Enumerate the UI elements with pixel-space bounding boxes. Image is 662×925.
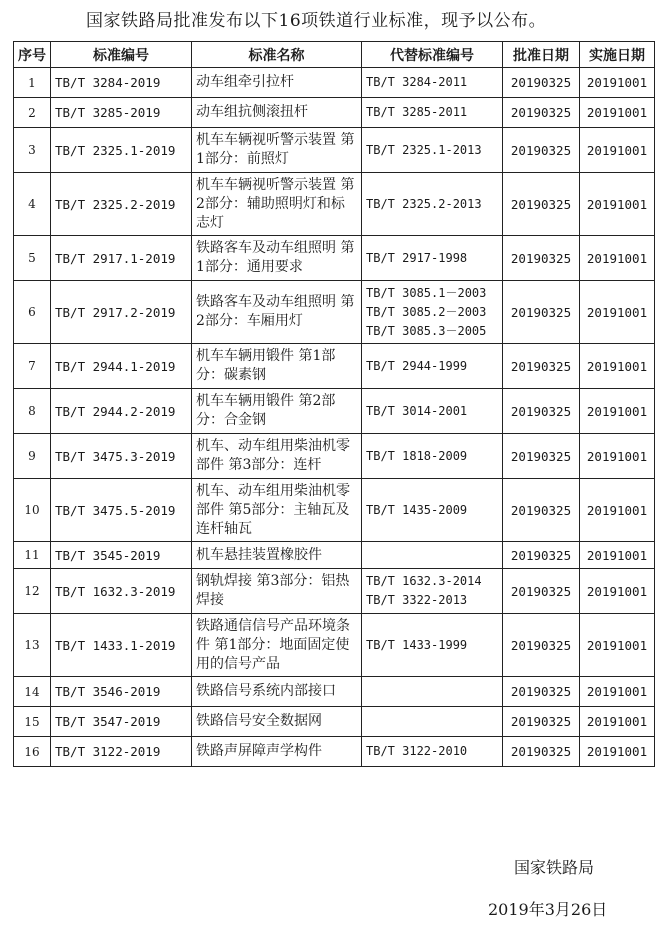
cell-approved-date: 20190325 — [503, 479, 580, 542]
cell-replaces — [362, 173, 503, 236]
table-row — [14, 236, 655, 281]
cell-effective-date: 20191001 — [580, 236, 655, 281]
cell-standard-code: TB/T 3545-2019 — [51, 542, 192, 569]
cell-standard-name: 机车车辆用锻件 第2部分：合金钢 — [192, 389, 362, 434]
signature-org: 国家铁路局 — [514, 858, 595, 877]
cell-no: 4 — [14, 173, 51, 236]
table-row — [14, 434, 655, 479]
cell-replaces — [362, 389, 503, 434]
cell-standard-code: TB/T 3122-2019 — [51, 737, 192, 767]
cell-standard-code: TB/T 3547-2019 — [51, 707, 192, 737]
cell-approved-date: 20190325 — [503, 128, 580, 173]
cell-approved-date: 20190325 — [503, 707, 580, 737]
header-name: 标准名称 — [192, 42, 362, 68]
replaced-standard-code: TB/T 3014-2001 — [366, 403, 468, 418]
cell-standard-code: TB/T 3546-2019 — [51, 677, 192, 707]
cell-standard-code: TB/T 1632.3-2019 — [51, 569, 192, 614]
replaced-standard-code: TB/T 3085.2－2003 — [366, 304, 487, 319]
cell-standard-name: 动车组牵引拉杆 — [192, 68, 362, 98]
header-effective-date: 实施日期 — [580, 42, 655, 68]
cell-standard-name: 动车组抗侧滚扭杆 — [192, 98, 362, 128]
cell-effective-date: 20191001 — [580, 434, 655, 479]
cell-standard-code: TB/T 2325.2-2019 — [51, 173, 192, 236]
cell-approved-date: 20190325 — [503, 173, 580, 236]
cell-effective-date: 20191001 — [580, 389, 655, 434]
cell-effective-date: 20191001 — [580, 98, 655, 128]
cell-no: 15 — [14, 707, 51, 737]
table-row — [14, 68, 655, 98]
cell-effective-date: 20191001 — [580, 344, 655, 389]
replaced-standard-code: TB/T 1632.3-2014 — [366, 574, 482, 588]
cell-replaces — [362, 569, 503, 614]
header-code: 标准编号 — [51, 42, 192, 68]
cell-replaces — [362, 707, 503, 737]
table-row — [14, 737, 655, 767]
table-row — [14, 677, 655, 707]
table-row — [14, 281, 655, 344]
table-row — [14, 98, 655, 128]
cell-standard-name: 机车、动车组用柴油机零部件 第5部分：主轴瓦及连杆轴瓦 — [192, 479, 362, 542]
cell-no: 2 — [14, 98, 51, 128]
cell-standard-name: 机车车辆视听警示装置 第1部分：前照灯 — [192, 128, 362, 173]
cell-replaces — [362, 479, 503, 542]
cell-standard-code: TB/T 3475.5-2019 — [51, 479, 192, 542]
replaced-standard-code: TB/T 3085.3－2005 — [366, 323, 487, 338]
cell-replaces — [362, 68, 503, 98]
replaced-standard-code: TB/T 2944-1999 — [366, 358, 468, 373]
table-row — [14, 389, 655, 434]
replaced-standard-code: TB/T 2917-1998 — [366, 250, 468, 265]
cell-standard-name: 铁路通信信号产品环境条件 第1部分：地面固定使用的信号产品 — [192, 614, 362, 677]
cell-standard-code: TB/T 1433.1-2019 — [51, 614, 192, 677]
cell-replaces — [362, 677, 503, 707]
table-row — [14, 173, 655, 236]
cell-approved-date: 20190325 — [503, 542, 580, 569]
cell-replaces — [362, 614, 503, 677]
cell-effective-date: 20191001 — [580, 614, 655, 677]
table-row — [14, 344, 655, 389]
table-row — [14, 707, 655, 737]
cell-approved-date: 20190325 — [503, 677, 580, 707]
cell-standard-code: TB/T 2944.2-2019 — [51, 389, 192, 434]
cell-effective-date: 20191001 — [580, 479, 655, 542]
cell-approved-date: 20190325 — [503, 68, 580, 98]
cell-no: 11 — [14, 542, 51, 569]
cell-approved-date: 20190325 — [503, 344, 580, 389]
cell-effective-date: 20191001 — [580, 542, 655, 569]
header-replaces: 代替标准编号 — [362, 42, 503, 68]
replaced-standard-code: TB/T 3085.1－2003 — [366, 285, 487, 300]
cell-replaces — [362, 434, 503, 479]
cell-standard-code: TB/T 2917.1-2019 — [51, 236, 192, 281]
cell-effective-date: 20191001 — [580, 569, 655, 614]
cell-standard-code: TB/T 3285-2019 — [51, 98, 192, 128]
cell-effective-date: 20191001 — [580, 707, 655, 737]
table-row — [14, 479, 655, 542]
cell-standard-name: 机车车辆视听警示装置 第2部分：辅助照明灯和标志灯 — [192, 173, 362, 236]
cell-approved-date: 20190325 — [503, 569, 580, 614]
cell-replaces — [362, 236, 503, 281]
cell-no: 1 — [14, 68, 51, 98]
cell-standard-name: 机车、动车组用柴油机零部件 第3部分：连杆 — [192, 434, 362, 479]
replaced-standard-code: TB/T 2325.1-2013 — [366, 142, 482, 157]
cell-no: 12 — [14, 569, 51, 614]
cell-replaces — [362, 281, 503, 344]
cell-standard-code: TB/T 2944.1-2019 — [51, 344, 192, 389]
signature-date: 2019年3月26日 — [488, 900, 608, 919]
table-row — [14, 542, 655, 569]
replaced-standard-code: TB/T 3285-2011 — [366, 105, 468, 119]
cell-standard-name: 铁路声屏障声学构件 — [192, 737, 362, 767]
cell-approved-date: 20190325 — [503, 236, 580, 281]
replaced-standard-code: TB/T 3122-2010 — [366, 744, 468, 758]
cell-no: 9 — [14, 434, 51, 479]
replaced-standard-code: TB/T 3284-2011 — [366, 75, 468, 89]
cell-standard-name: 铁路客车及动车组照明 第2部分：车厢用灯 — [192, 281, 362, 344]
cell-no: 7 — [14, 344, 51, 389]
cell-effective-date: 20191001 — [580, 281, 655, 344]
cell-effective-date: 20191001 — [580, 68, 655, 98]
cell-approved-date: 20190325 — [503, 614, 580, 677]
cell-approved-date: 20190325 — [503, 281, 580, 344]
cell-standard-name: 铁路信号系统内部接口 — [192, 677, 362, 707]
cell-standard-code: TB/T 3475.3-2019 — [51, 434, 192, 479]
cell-replaces — [362, 344, 503, 389]
cell-no: 5 — [14, 236, 51, 281]
cell-approved-date: 20190325 — [503, 98, 580, 128]
cell-standard-name: 机车悬挂装置橡胶件 — [192, 542, 362, 569]
cell-no: 3 — [14, 128, 51, 173]
cell-standard-name: 铁路信号安全数据网 — [192, 707, 362, 737]
cell-standard-name: 铁路客车及动车组照明 第1部分：通用要求 — [192, 236, 362, 281]
table-row — [14, 614, 655, 677]
table-row — [14, 569, 655, 614]
table-header-row — [14, 42, 655, 68]
replaced-standard-code: TB/T 1435-2009 — [366, 502, 468, 517]
cell-no: 14 — [14, 677, 51, 707]
cell-replaces — [362, 542, 503, 569]
cell-no: 16 — [14, 737, 51, 767]
cell-standard-name: 机车车辆用锻件 第1部分：碳素钢 — [192, 344, 362, 389]
cell-standard-code: TB/T 2917.2-2019 — [51, 281, 192, 344]
replaced-standard-code: TB/T 3322-2013 — [366, 593, 468, 607]
cell-no: 8 — [14, 389, 51, 434]
cell-no: 13 — [14, 614, 51, 677]
cell-replaces — [362, 98, 503, 128]
cell-standard-code: TB/T 3284-2019 — [51, 68, 192, 98]
header-approved-date: 批准日期 — [503, 42, 580, 68]
cell-effective-date: 20191001 — [580, 173, 655, 236]
header-no: 序号 — [14, 42, 51, 68]
cell-effective-date: 20191001 — [580, 737, 655, 767]
cell-effective-date: 20191001 — [580, 677, 655, 707]
cell-standard-name: 钢轨焊接 第3部分：铝热焊接 — [192, 569, 362, 614]
standards-table — [13, 41, 655, 767]
cell-standard-code: TB/T 2325.1-2019 — [51, 128, 192, 173]
cell-approved-date: 20190325 — [503, 389, 580, 434]
cell-effective-date: 20191001 — [580, 128, 655, 173]
cell-replaces — [362, 737, 503, 767]
table-row — [14, 128, 655, 173]
cell-approved-date: 20190325 — [503, 737, 580, 767]
replaced-standard-code: TB/T 2325.2-2013 — [366, 196, 482, 211]
cell-replaces — [362, 128, 503, 173]
cell-no: 10 — [14, 479, 51, 542]
intro-text: 国家铁路局批准发布以下16项铁道行业标准，现予以公布。 — [86, 11, 547, 31]
cell-no: 6 — [14, 281, 51, 344]
replaced-standard-code: TB/T 1433-1999 — [366, 637, 468, 652]
replaced-standard-code: TB/T 1818-2009 — [366, 448, 468, 463]
cell-approved-date: 20190325 — [503, 434, 580, 479]
